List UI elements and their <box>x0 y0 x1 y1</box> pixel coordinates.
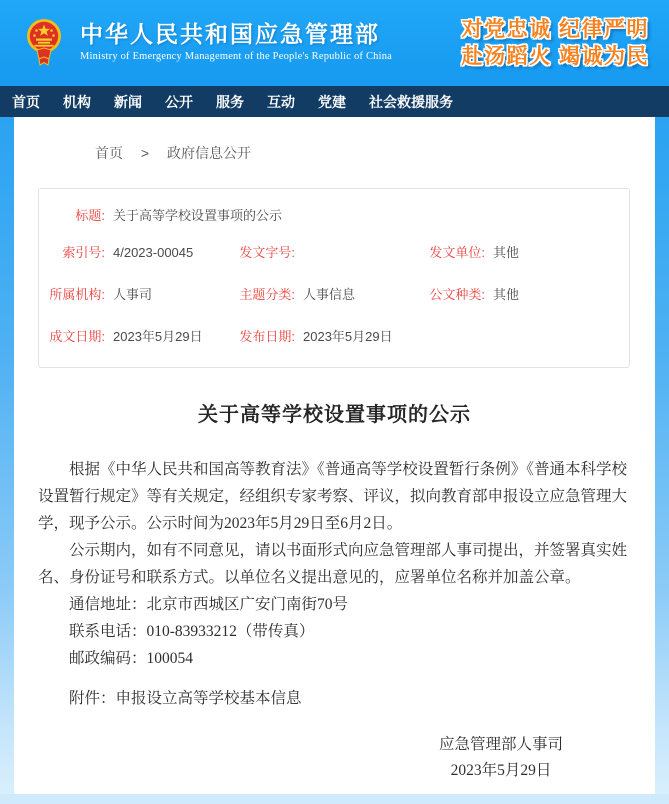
meta-label-title: 标题: <box>75 207 105 223</box>
breadcrumb-current: 政府信息公开 <box>166 145 251 161</box>
party-slogan <box>462 16 649 70</box>
contact-postcode: 邮政编码：100054 <box>69 650 194 667</box>
meta-value-index-number: 4/2023-00045 <box>113 244 194 260</box>
national-emblem-icon <box>24 15 64 72</box>
breadcrumb-home[interactable]: 首页 <box>95 145 123 161</box>
meta-label-issuing-unit: 发文单位: <box>429 244 485 260</box>
nav-item-party-building[interactable]: 党建 <box>318 93 346 110</box>
meta-row-2 <box>49 273 619 315</box>
main-navigation <box>0 86 669 117</box>
meta-label-publish-date: 发布日期: <box>239 328 295 344</box>
right-decor-strip <box>655 117 669 794</box>
slogan-line-2: 赴汤蹈火 竭诚为民 <box>461 45 649 68</box>
meta-label-topic-category: 主题分类: <box>239 286 295 302</box>
meta-cell-department <box>49 273 239 315</box>
contact-address: 通信地址：北京市西城区广安门南街70号 <box>69 596 349 613</box>
paragraph-objection: 公示期内，如有不同意见，请以书面形式向应急管理部人事司提出，并签署真实姓名、身份证号和联系方式。以单位名义提出意见的，应署单位名称并加盖公章。 <box>38 542 628 586</box>
signature-block <box>38 732 563 784</box>
meta-row-3 <box>49 315 619 357</box>
meta-value-topic-category: 人事信息 <box>303 286 356 302</box>
document-title: 关于高等学校设置事项的公示 <box>198 404 471 426</box>
left-decor-strip <box>0 117 14 794</box>
meta-label-department: 所属机构: <box>49 286 105 302</box>
meta-cell-document-number <box>239 231 429 273</box>
site-header <box>0 0 669 86</box>
nav-item-disclosure[interactable]: 公开 <box>165 93 193 110</box>
meta-cell-written-date <box>49 315 239 357</box>
meta-value-issuing-unit: 其他 <box>493 244 520 260</box>
meta-label-written-date: 成文日期: <box>49 328 105 344</box>
nav-item-interaction[interactable]: 互动 <box>267 93 295 110</box>
meta-value-written-date: 2023年5月29日 <box>113 328 203 344</box>
meta-cell-index-number <box>49 231 239 273</box>
site-title: 中华人民共和国应急管理部 <box>80 21 380 48</box>
nav-item-social-rescue[interactable]: 社会救援服务 <box>369 93 453 110</box>
meta-cell-empty <box>429 315 619 357</box>
slogan-line-1: 对党忠诚 纪律严明 <box>461 18 649 41</box>
meta-cell-publish-date <box>239 315 429 357</box>
paragraph-basis: 根据《中华人民共和国高等教育法》《普通高等学校设置暂行条例》《普通本科学校设置暂行规定》等有关规定，经组织专家考察、评议，拟向教育部申报设立应急管理大学，现予公示。公示时间为2023年5月29日至6月2日。 <box>38 461 628 532</box>
site-subtitle-english: Ministry of Emergency Management of the People's Republic of China <box>80 51 393 63</box>
attachment-line: 附件：申报设立高等学校基本信息 <box>69 690 302 707</box>
document-metadata-box <box>38 188 630 368</box>
meta-value-document-type: 其他 <box>493 286 520 302</box>
signature-department: 应急管理部人事司 <box>438 736 563 753</box>
meta-cell-topic-category <box>239 273 429 315</box>
meta-value-publish-date: 2023年5月29日 <box>303 328 393 344</box>
nav-item-news[interactable]: 新闻 <box>114 93 142 110</box>
meta-value-department: 人事司 <box>113 286 153 302</box>
nav-item-organization[interactable]: 机构 <box>63 93 91 110</box>
meta-row-1 <box>49 231 619 273</box>
bottom-decor-strip <box>0 794 669 804</box>
meta-row-title <box>49 199 619 231</box>
meta-label-index-number: 索引号: <box>62 244 105 260</box>
signature-date: 2023年5月29日 <box>450 762 552 779</box>
meta-cell-issuing-unit <box>429 231 619 273</box>
meta-label-document-number: 发文字号: <box>239 244 295 260</box>
meta-label-document-type: 公文种类: <box>429 286 485 302</box>
document-content <box>38 398 631 784</box>
breadcrumb <box>0 117 669 163</box>
nav-item-services[interactable]: 服务 <box>216 93 244 110</box>
meta-cell-document-type <box>429 273 619 315</box>
meta-value-title: 关于高等学校设置事项的公示 <box>113 207 283 223</box>
breadcrumb-separator: > <box>140 145 150 161</box>
contact-phone: 联系电话：010-83933212（带传真） <box>69 623 315 640</box>
nav-item-home[interactable]: 首页 <box>12 93 40 110</box>
